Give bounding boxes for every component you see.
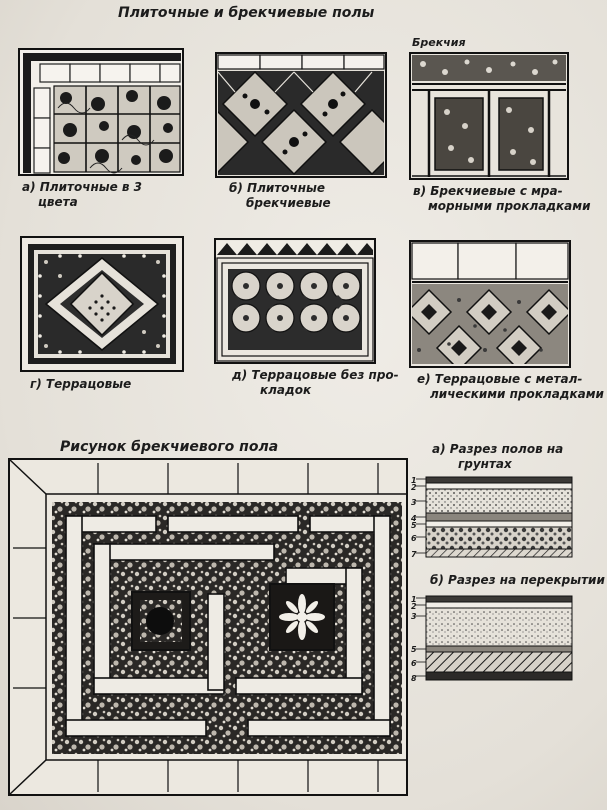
section-ground-title-2: грунтах (458, 457, 512, 471)
slab-layer-6: 6 (411, 659, 417, 668)
panel-a-caption-1: а) Плиточные в 3 (22, 180, 143, 194)
panel-b-caption-1: б) Плиточные (229, 181, 325, 195)
ground-layer-7: 7 (411, 550, 417, 559)
panel-f-caption-2: лическими прокладками (430, 387, 604, 401)
panel-c-breccia-marble-strips (409, 52, 569, 180)
figure-title: Плиточные и брекчиевые полы (118, 5, 375, 21)
drawing-title: Рисунок брекчиевого пола (60, 439, 279, 455)
slab-layer-2: 2 (411, 602, 417, 611)
panel-a-caption-2: цвета (38, 195, 78, 209)
panel-d-terrazzo (20, 236, 184, 372)
section-slab-title: б) Разрез на перекрытии (430, 573, 605, 587)
panel-b-tiled-breccia (215, 52, 387, 178)
panel-f-caption-1: е) Террацовые с метал- (417, 372, 583, 386)
slab-layer-5: 5 (411, 645, 417, 654)
slab-layer-8: 8 (411, 674, 417, 683)
panel-e-caption-1: д) Террацовые без про- (232, 368, 399, 382)
ground-layer-1: 1 (411, 476, 417, 485)
panel-f-terrazzo-metal-strips (409, 240, 571, 368)
panel-e-caption-2: кладок (260, 383, 312, 397)
ground-layer-6: 6 (411, 534, 417, 543)
section-slab-diagram (404, 592, 576, 684)
ground-layer-4: 4 (411, 514, 417, 523)
section-ground-diagram (404, 473, 576, 561)
ground-layer-5: 5 (411, 521, 417, 530)
section-ground-title-1: а) Разрез полов на (432, 442, 564, 456)
panel-b-caption-2: брекчиевые (246, 196, 331, 210)
panel-c-caption-2: морными прокладками (428, 199, 591, 213)
slab-layer-3: 3 (411, 612, 417, 621)
breccia-floor-drawing (8, 458, 408, 798)
slab-layer-1: 1 (411, 595, 417, 604)
panel-d-caption-1: г) Террацовые (30, 377, 132, 391)
panel-c-caption-1: в) Брекчиевые с мра- (413, 184, 563, 198)
ground-layer-2: 2 (411, 483, 417, 492)
panel-c-callout-label: Брекчия (412, 36, 466, 49)
ground-layer-3: 3 (411, 498, 417, 507)
panel-a-tiled-three-colors (18, 48, 184, 176)
panel-e-terrazzo-no-strips (214, 238, 376, 364)
